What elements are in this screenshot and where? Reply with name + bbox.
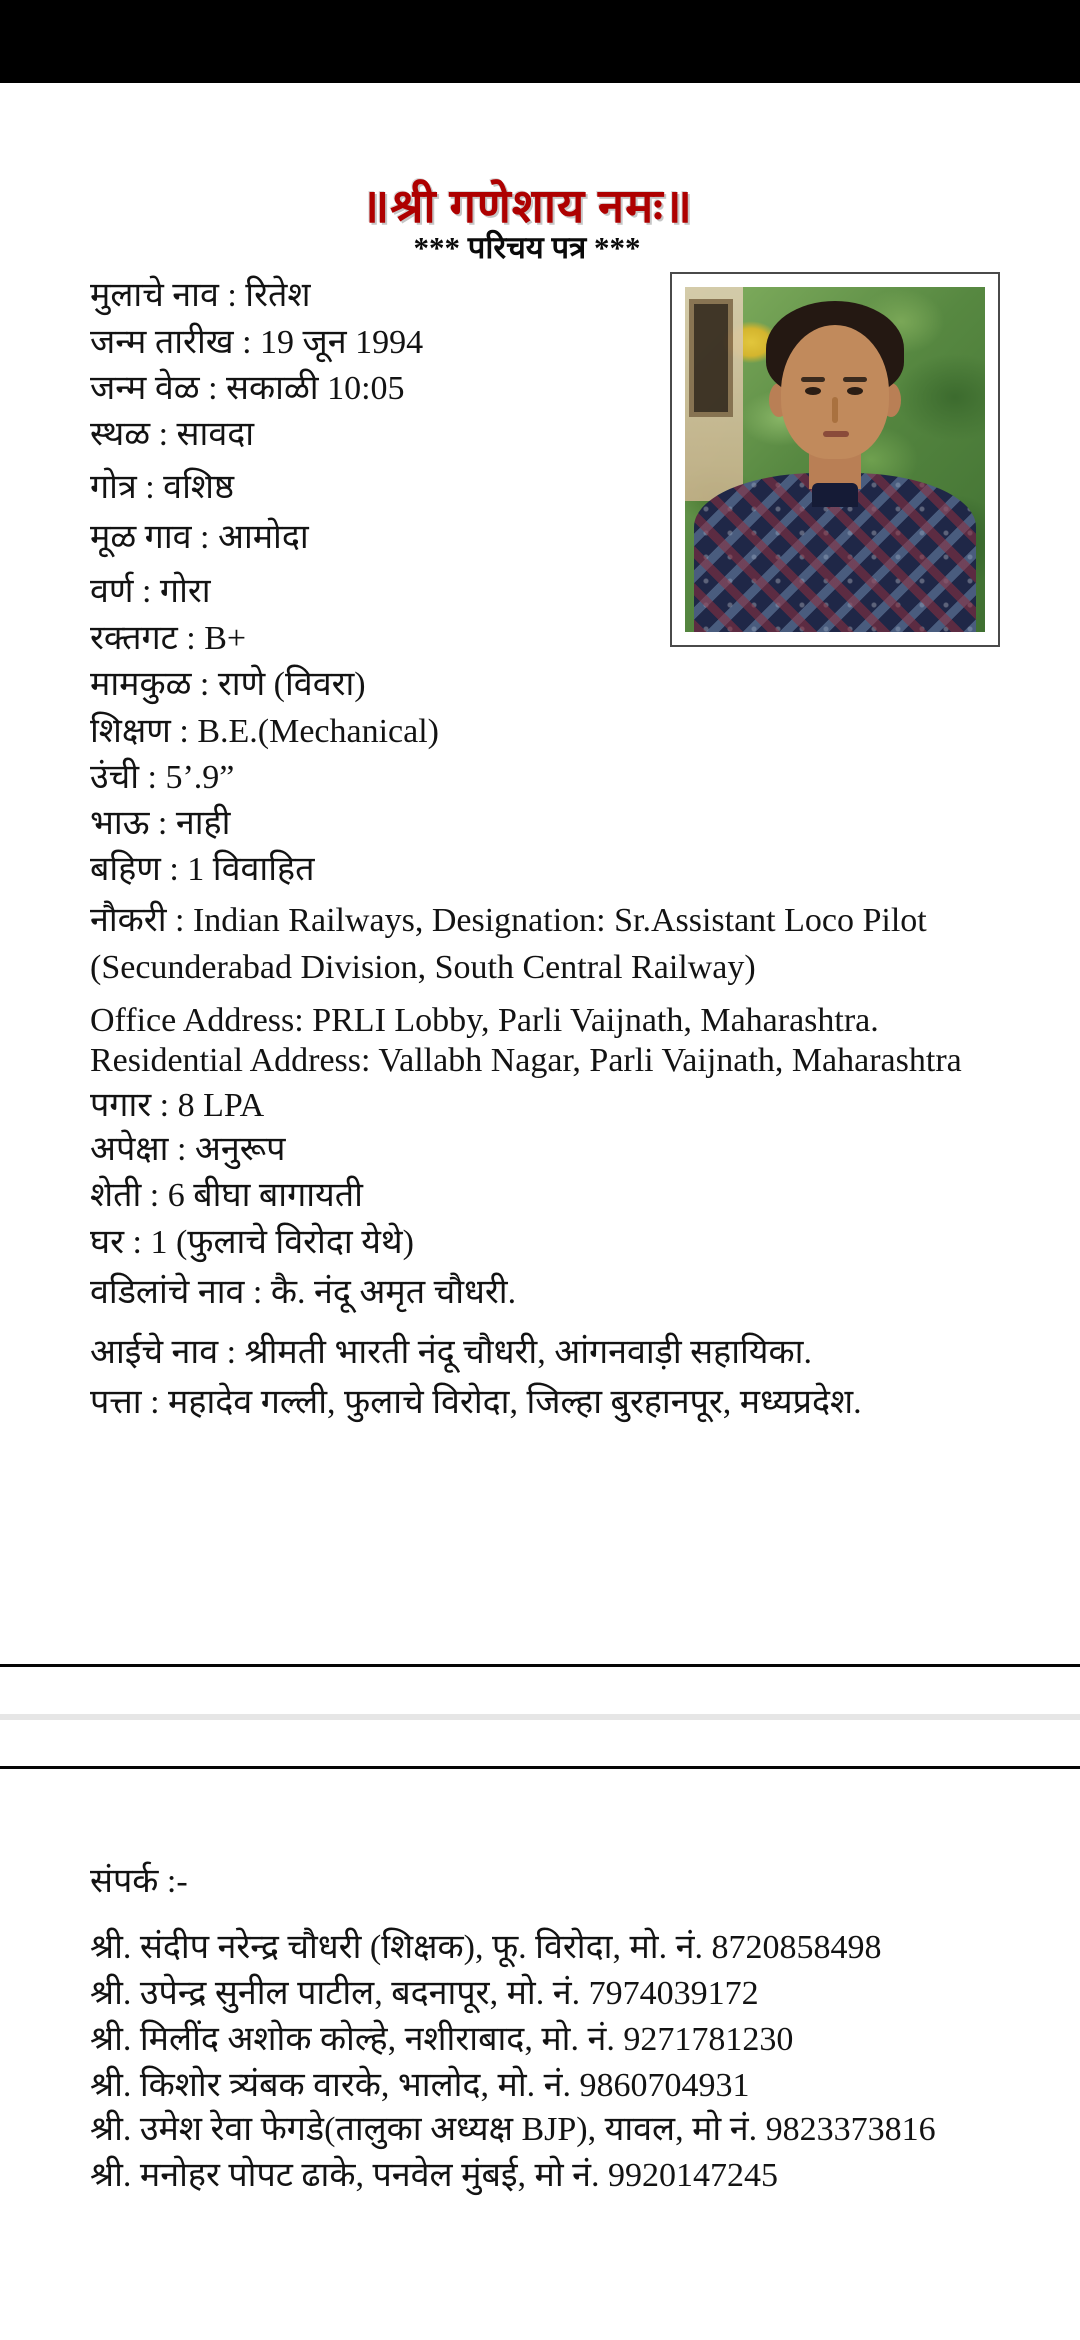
field-blood-group: रक्तगट : B+: [90, 620, 247, 657]
field-farm: शेती : 6 बीघा बागायती: [90, 1177, 363, 1214]
profile-photo: [685, 287, 985, 632]
field-expectation: अपेक्षा : अनुरूप: [90, 1131, 286, 1168]
field-residential-address: Residential Address: Vallabh Nagar, Parli Vaijnath, Maharashtra: [90, 1042, 962, 1079]
field-height: उंची : 5’.9”: [90, 759, 235, 796]
status-bar: [0, 0, 1080, 83]
contact-entry: श्री. उमेश रेवा फेगडे(तालुका अध्यक्ष BJP), यावल, मो नं. 9823373816: [90, 2111, 936, 2148]
field-gotra: गोत्र : वशिष्ठ: [90, 469, 235, 506]
contact-heading: संपर्क :-: [90, 1863, 188, 1900]
photo-person-eye: [847, 387, 863, 395]
profile-photo-frame: [670, 272, 1000, 647]
field-native-village: मूळ गाव : आमोदा: [90, 519, 309, 556]
field-birth-place: स्थळ : सावदा: [90, 416, 255, 453]
field-boy-name: मुलाचे नाव : रितेश: [90, 277, 311, 314]
field-sisters: बहिण : 1 विवाहित: [90, 851, 315, 888]
page-edge-line: [0, 1664, 1080, 1667]
contact-entry: श्री. उपेन्द्र सुनील पाटील, बदनापूर, मो. नं. 7974039172: [90, 1975, 759, 2012]
field-complexion: वर्ण : गोरा: [90, 573, 211, 610]
field-job: नौकरी : Indian Railways, Designation: Sr.Assistant Loco Pilot: [90, 902, 927, 939]
field-house: घर : 1 (फुलाचे विरोदा येथे): [90, 1224, 414, 1261]
page-gap-divider: [0, 1714, 1080, 1720]
photo-person-mouth: [823, 431, 849, 437]
photo-window: [689, 299, 733, 417]
field-mother-name: आईचे नाव : श्रीमती भारती नंदू चौधरी, आंगनवाड़ी सहायिका.: [90, 1334, 812, 1371]
page-edge-line: [0, 1766, 1080, 1769]
field-brothers: भाऊ : नाही: [90, 805, 231, 842]
field-address: पत्ता : महादेव गल्ली, फुलाचे विरोदा, जिल्हा बुरहानपूर, मध्यप्रदेश.: [90, 1384, 862, 1421]
field-office-address: Office Address: PRLI Lobby, Parli Vaijnath, Maharashtra.: [90, 1002, 879, 1039]
contact-entry: श्री. मिलींद अशोक कोल्हे, नशीराबाद, मो. नं. 9271781230: [90, 2021, 794, 2058]
photo-wall-background: [685, 287, 743, 501]
photo-person-eye: [805, 387, 821, 395]
photo-person-eyebrow: [843, 377, 867, 382]
photo-person-nose: [832, 397, 838, 423]
field-birth-time: जन्म वेळ : सकाळी 10:05: [90, 370, 405, 407]
photo-person-eyebrow: [801, 377, 825, 382]
field-maternal-family: मामकुळ : राणे (विवरा): [90, 666, 366, 703]
field-birth-date: जन्म तारीख : 19 जून 1994: [90, 324, 424, 361]
photo-person-collar: [812, 483, 858, 507]
contact-entry: श्री. संदीप नरेन्द्र चौधरी (शिक्षक), फू. विरोदा, मो. नं. 8720858498: [90, 1929, 882, 1966]
contact-entry: श्री. मनोहर पोपट ढाके, पनवेल मुंबई, मो नं. 9920147245: [90, 2157, 779, 2194]
contact-entry: श्री. किशोर त्र्यंबक वारके, भालोद, मो. नं. 9860704931: [90, 2067, 750, 2104]
document-subtitle: *** परिचय पत्र ***: [413, 230, 641, 265]
photo-person-face: [781, 325, 889, 459]
field-father-name: वडिलांचे नाव : कै. नंदू अमृत चौधरी.: [90, 1274, 517, 1311]
field-education: शिक्षण : B.E.(Mechanical): [90, 713, 440, 750]
invocation-title: ॥श्री गणेशाय नमः॥: [361, 181, 693, 233]
field-salary: पगार : 8 LPA: [90, 1087, 265, 1124]
field-job-division: (Secunderabad Division, South Central Railway): [90, 949, 756, 986]
